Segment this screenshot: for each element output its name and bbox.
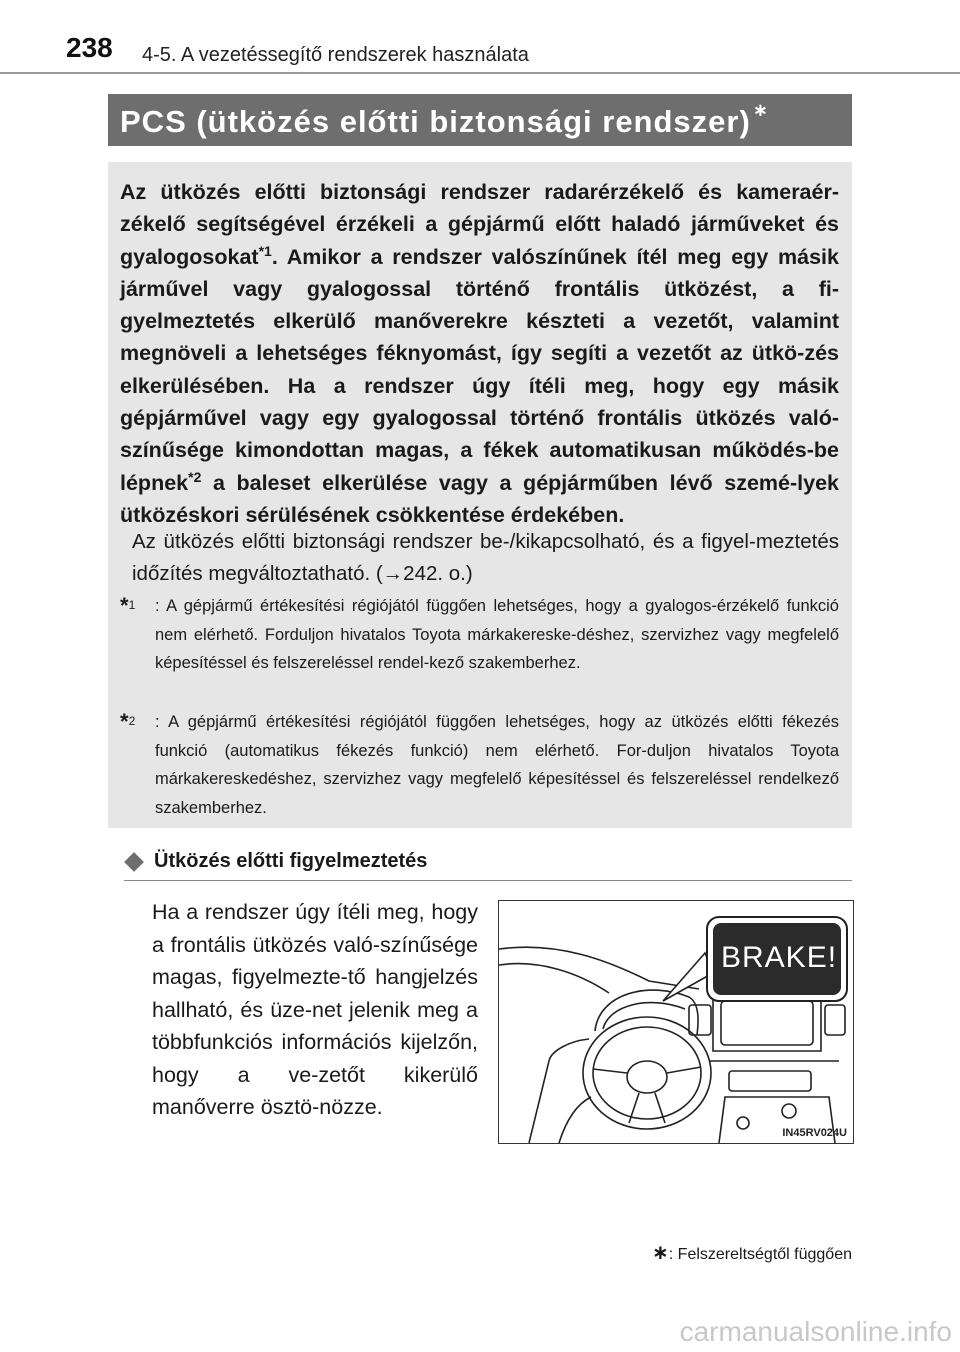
diamond-bullet-icon	[124, 852, 144, 872]
title-star: ∗	[752, 100, 769, 120]
watermark: carmanualsonline.info	[679, 1316, 952, 1347]
intro-bold-part-2: . Amikor a rendszer valószínűnek ítél meg egy másik járművel vagy gyalogossal történő frontális ütközést, a fi-gyelmeztetés elkerülő manőverekre készteti a vezetőt, valamint megnöveli a lehetséges féknyomást, így segíti a vezetőt az ütkö-zés elkerülésében. Ha a rendszer úgy ítéli meg, hogy egy másik gépjárművel vagy egy gyalogossal történő frontális ütközés való-színűsége kimondottan magas, a fékek automatikusan működés-be lépnek	[120, 244, 839, 495]
section-title-banner	[108, 94, 852, 146]
footnote-2-text: : A gépjármű értékesítési régiójától függően lehetséges, hogy az ütközés előtti fékezés funkció (automatikus fékezés funkció) nem elérhető. For-duljon hivatalos Toyota márkakereskedéshez, szervizhez vagy megfelelő képesítéssel és felszereléssel rendelkező szakemberhez.	[155, 713, 839, 817]
footnote-number: 2	[128, 714, 136, 728]
equipment-note	[652, 1240, 852, 1265]
intro-summary	[120, 176, 839, 531]
intro-note: Az ütközés előtti biztonsági rendszer be-/kikapcsolható, és a figyel-meztetés időzítés megváltoztatható. (→242. o.)	[132, 530, 839, 585]
equipment-note-text: : Felszereltségtől függően	[668, 1246, 852, 1263]
asterisk: ∗	[652, 1242, 669, 1264]
asterisk: *	[120, 709, 129, 734]
header-divider	[0, 72, 960, 74]
intro-box	[108, 162, 852, 828]
chapter-title: 4-5. A vezetéssegítő rendszerek használata	[142, 44, 529, 66]
section-title-text: PCS (ütközés előtti biztonsági rendszer)	[120, 104, 751, 139]
footnote-ref-1: *1	[258, 242, 272, 259]
illustration-code: IN45RV024U	[782, 1127, 847, 1139]
subsection-heading-text: Ütközés előtti figyelmeztetés	[154, 850, 428, 872]
dashboard-brake-warning-illustration	[498, 900, 854, 1144]
section-title	[120, 100, 769, 140]
footnote-ref-2: *2	[188, 468, 202, 485]
asterisk: *	[120, 593, 129, 618]
intro-bold-part-3: a baleset elkerülése vagy a gépjárműben lévő szemé-lyek ütközéskori sérülésének csökkentése érdekében.	[120, 470, 839, 527]
subsection-body: Ha a rendszer úgy ítéli meg, hogy a frontális ütközés való-színűsége magas, figyelmezte-tő hangjelzés hallható, és üze-net jelenik meg a többfunkciós információs kijelzőn, hogy a ve-zetőt kikerülő manőverre ösztö-nözze.	[152, 900, 478, 1119]
footnote-1	[120, 592, 839, 678]
footnote-1-mark	[120, 592, 162, 623]
subsection-divider	[124, 880, 852, 881]
footnote-2	[120, 708, 839, 822]
page-number: 238	[66, 32, 113, 63]
footnote-2-mark	[120, 708, 162, 739]
footnote-1-text: : A gépjármű értékesítési régiójától függően lehetséges, hogy a gyalogos-érzékelő funkció nem elérhető. Forduljon hivatalos Toyota márkakereske-déshez, szervizhez vagy megfelelő képesítéssel és felszereléssel rendel-kező szakemberhez.	[155, 597, 839, 672]
subsection-heading	[124, 850, 852, 880]
brake-warning-message: BRAKE!	[721, 941, 838, 974]
intro-bold-part-1: Az ütközés előtti biztonsági rendszer radarérzékelő és kameraér-zékelő segítségével érzékeli a gépjármű előtt haladó járműveket és gyalogosokat	[120, 180, 839, 269]
dashboard-drawing	[499, 901, 853, 1143]
footnote-number: 1	[128, 598, 136, 612]
